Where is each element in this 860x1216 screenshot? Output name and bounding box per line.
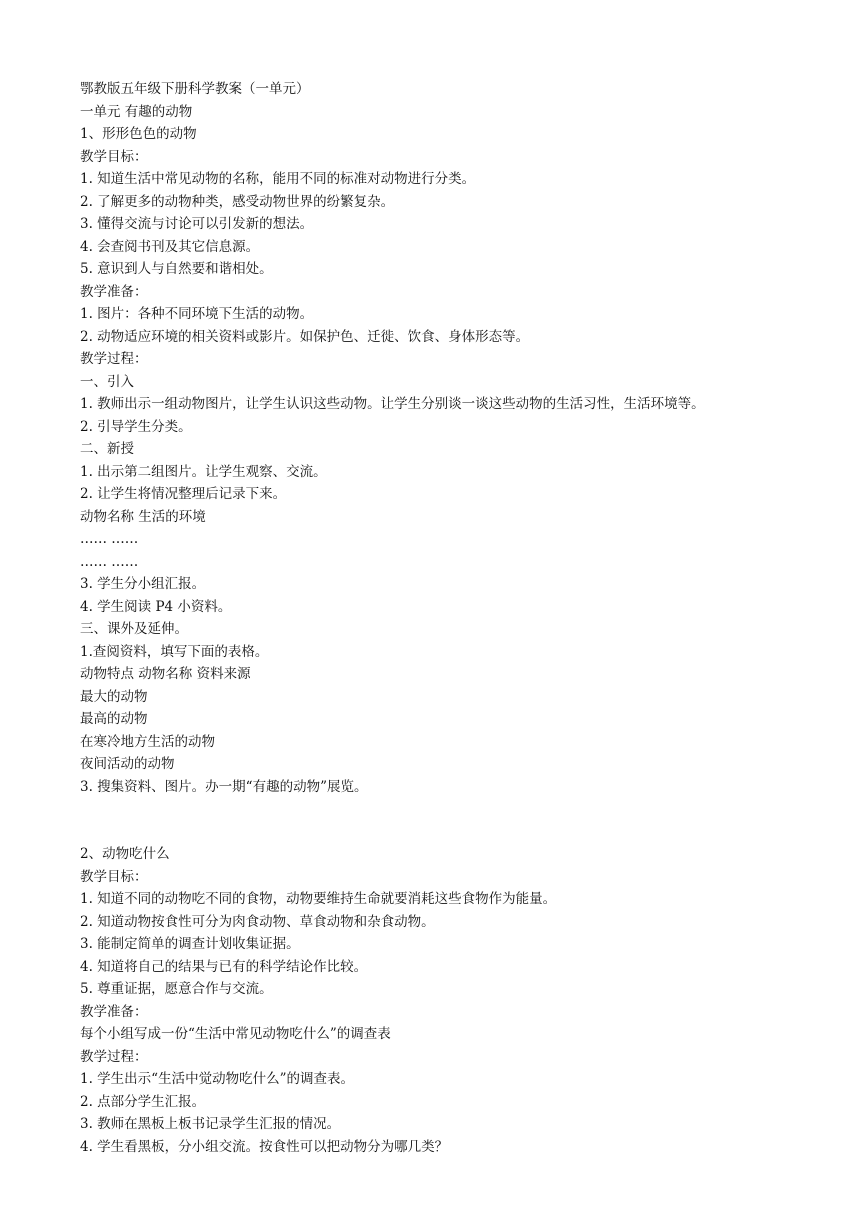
text-line: 教学过程： [80, 1048, 148, 1065]
text-line: 5. 意识到人与自然要和谐相处。 [80, 261, 273, 277]
text-line: 在寒冷地方生活的动物 [80, 733, 215, 750]
text-line: 最大的动物 [80, 688, 148, 705]
text-line: 3. 学生分小组汇报。 [80, 576, 206, 592]
text-line: 1、形形色色的动物 [80, 126, 197, 142]
text-line: 动物特点 动物名称 资料来源 [80, 666, 251, 682]
text-line: 2. 了解更多的动物种类，感受动物世界的纷繁复杂。 [80, 193, 395, 210]
text-line: 4. 学生阅读 P4 小资料。 [80, 598, 232, 615]
text-line: 3. 能制定简单的调查计划收集证据。 [80, 936, 300, 952]
text-line: 动物名称 生活的环境 [80, 508, 206, 525]
text-line: 2. 动物适应环境的相关资料或影片。如保护色、迁徙、饮食、身体形态等。 [80, 328, 530, 345]
text-line: 1. 教师出示一组动物图片，让学生认识这些动物。让学生分别谈一谈这些动物的生活习性，生活环境等。 [80, 396, 705, 412]
text-line: 2. 点部分学生汇报。 [80, 1093, 206, 1110]
text-line: 1. 学生出示“生活中觉动物吃什么”的调查表。 [80, 1071, 354, 1087]
text-line: 教学准备： [80, 283, 148, 300]
text-line: 三、课外及延伸。 [80, 621, 188, 637]
text-line: 鄂教版五年级下册科学教案（一单元） [80, 81, 310, 97]
text-line: 每个小组写成一份“生活中常见动物吃什么”的调查表 [80, 1026, 391, 1042]
text-line: 一、引入 [80, 373, 134, 390]
text-line: 1. 知道不同的动物吃不同的食物，动物要维持生命就要消耗这些食物作为能量。 [80, 891, 557, 907]
text-line: …… …… [80, 531, 139, 547]
text-line: 教学过程： [80, 351, 148, 367]
document-page [80, 78, 840, 1158]
text-line: 夜间活动的动物 [80, 756, 175, 772]
text-line: 教学目标： [80, 148, 148, 165]
text-line: …… …… [80, 553, 139, 570]
text-line: 1.查阅资料，填写下面的表格。 [80, 643, 269, 660]
text-line: 2. 让学生将情况整理后记录下来。 [80, 486, 287, 502]
text-line: 1. 知道生活中常见动物的名称，能用不同的标准对动物进行分类。 [80, 171, 476, 187]
text-line: 3. 教师在黑板上板书记录学生汇报的情况。 [80, 1116, 341, 1132]
text-line: 2. 引导学生分类。 [80, 418, 192, 435]
text-line: 2、动物吃什么 [80, 846, 170, 862]
text-line: 3. 懂得交流与讨论可以引发新的想法。 [80, 216, 314, 232]
text-line: 1. 图片：各种不同环境下生活的动物。 [80, 306, 314, 322]
text-line: 二、新授 [80, 441, 134, 457]
text-line: 4. 学生看黑板，分小组交流。按食性可以把动物分为哪几类？ [80, 1138, 449, 1155]
text-line: 1. 出示第二组图片。让学生观察、交流。 [80, 463, 327, 480]
text-line: 3. 搜集资料、图片。办一期“有趣的动物”展览。 [80, 778, 368, 795]
text-line: 教学目标： [80, 868, 148, 885]
lesson-1-section [80, 78, 840, 798]
text-line: 一单元 有趣的动物 [80, 103, 193, 120]
text-line: 4. 会查阅书刊及其它信息源。 [80, 238, 260, 255]
lesson-2-section [80, 843, 840, 1158]
text-line: 4. 知道将自己的结果与已有的科学结论作比较。 [80, 958, 368, 975]
section-gap [80, 798, 840, 843]
text-line: 5. 尊重证据，愿意合作与交流。 [80, 981, 273, 997]
text-line: 2. 知道动物按食性可分为肉食动物、草食动物和杂食动物。 [80, 913, 435, 930]
text-line: 教学准备： [80, 1003, 148, 1020]
text-line: 最高的动物 [80, 711, 148, 727]
